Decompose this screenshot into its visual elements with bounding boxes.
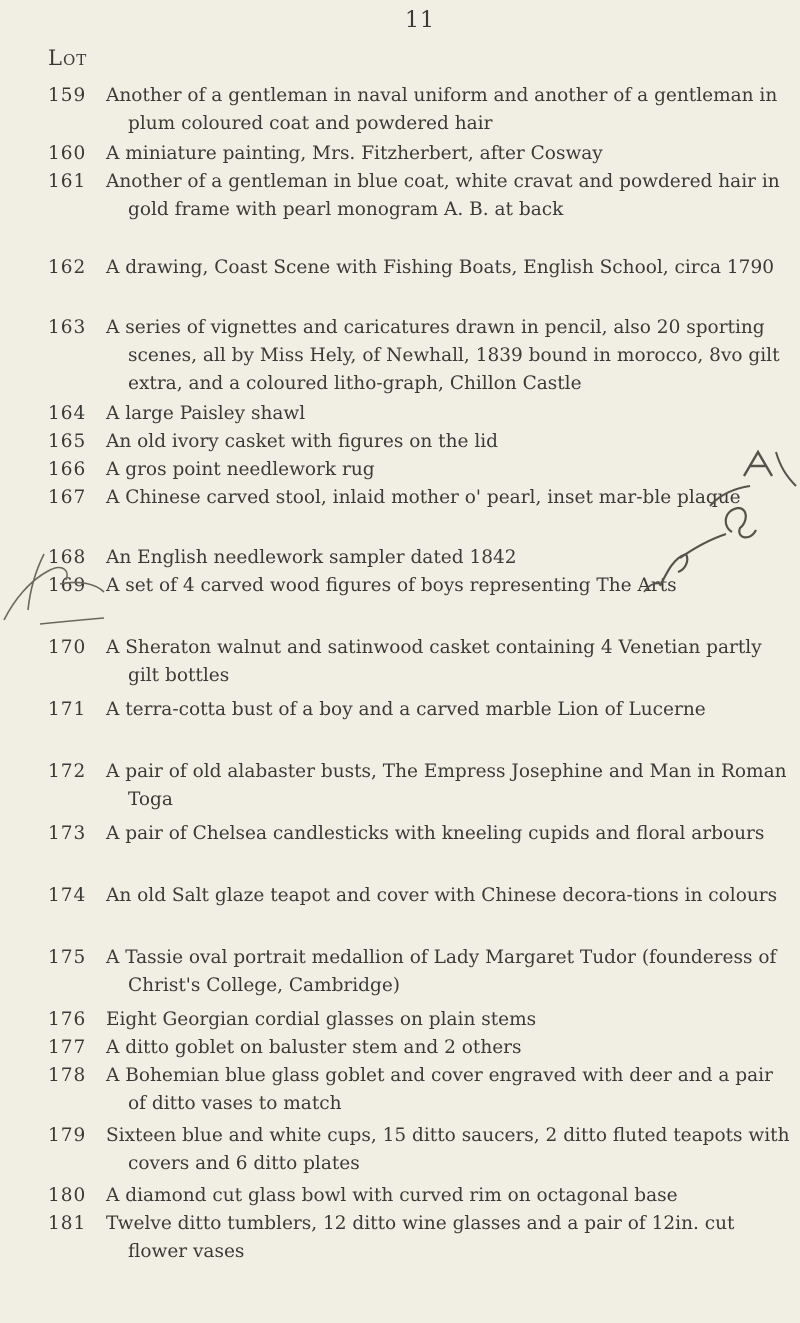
lot-number: 172: [48, 761, 87, 782]
lot-description: Eight Georgian cordial glasses on plain stems: [106, 1009, 537, 1030]
lot-description: A series of vignettes and caricatures drawn in pencil, also 20 sporting scenes, all by Miss Hely, of Newhall, 1839 bound in morocco, 8vo gilt extra, and a coloured litho-graph, Chillon Castle: [106, 317, 780, 394]
lot-number: 162: [48, 257, 87, 278]
page-number: 11: [405, 8, 435, 33]
lot-description: A pair of old alabaster busts, The Empress Josephine and Man in Roman Toga: [106, 761, 787, 810]
lot-description: A Chinese carved stool, inlaid mother o' pearl, inset mar-ble plaque: [106, 487, 741, 508]
lot-number: 168: [48, 547, 87, 568]
lot-number: 169: [48, 575, 87, 596]
lot-column-header: Lot: [48, 46, 88, 70]
lot-number: 178: [48, 1065, 87, 1086]
lot-description: An English needlework sampler dated 1842: [106, 547, 517, 568]
lot-description: Sixteen blue and white cups, 15 ditto saucers, 2 ditto fluted teapots with covers and 6 ditto plates: [106, 1125, 790, 1174]
lot-number: 176: [48, 1009, 87, 1030]
lot-description: A diamond cut glass bowl with curved rim on octagonal base: [106, 1185, 678, 1206]
lot-description: A Sheraton walnut and satinwood casket containing 4 Venetian partly gilt bottles: [106, 637, 762, 686]
lot-number: 159: [48, 85, 87, 106]
lot-number: 174: [48, 885, 87, 906]
lot-number: 167: [48, 487, 87, 508]
lot-description: A drawing, Coast Scene with Fishing Boats, English School, circa 1790: [106, 257, 774, 278]
lot-description: An old ivory casket with figures on the lid: [106, 431, 499, 452]
lot-number: 179: [48, 1125, 87, 1146]
lot-description: A gros point needlework rug: [106, 459, 375, 480]
lot-description: Twelve ditto tumblers, 12 ditto wine glasses and a pair of 12in. cut flower vases: [106, 1213, 735, 1262]
lot-number: 161: [48, 171, 87, 192]
lot-description: A pair of Chelsea candlesticks with kneeling cupids and floral arbours: [106, 823, 765, 844]
lot-description: A set of 4 carved wood figures of boys representing The Arts: [106, 575, 677, 596]
lot-description: Another of a gentleman in naval uniform and another of a gentleman in plum coloured coat and powdered hair: [106, 85, 778, 134]
lot-number: 180: [48, 1185, 87, 1206]
lot-number: 165: [48, 431, 87, 452]
lot-description: A ditto goblet on baluster stem and 2 others: [106, 1037, 522, 1058]
lot-description: A miniature painting, Mrs. Fitzherbert, after Cosway: [106, 143, 603, 164]
lot-number: 175: [48, 947, 87, 968]
lot-number: 171: [48, 699, 87, 720]
lot-description: An old Salt glaze teapot and cover with Chinese decora-tions in colours: [106, 885, 778, 906]
lot-description: A terra-cotta bust of a boy and a carved marble Lion of Lucerne: [106, 699, 706, 720]
lot-description: A large Paisley shawl: [106, 403, 306, 424]
lot-number: 166: [48, 459, 87, 480]
lot-description: A Bohemian blue glass goblet and cover engraved with deer and a pair of ditto vases to match: [106, 1065, 773, 1114]
lot-number: 177: [48, 1037, 87, 1058]
lot-description: A Tassie oval portrait medallion of Lady Margaret Tudor (founderess of Christ's College, Cambridge): [106, 947, 777, 996]
lot-number: 160: [48, 143, 87, 164]
lot-number: 170: [48, 637, 87, 658]
lot-number: 181: [48, 1213, 87, 1234]
lot-number: 163: [48, 317, 87, 338]
lot-number: 173: [48, 823, 87, 844]
lot-description: Another of a gentleman in blue coat, white cravat and powdered hair in gold frame with pearl monogram A. B. at back: [106, 171, 780, 220]
lot-number: 164: [48, 403, 87, 424]
